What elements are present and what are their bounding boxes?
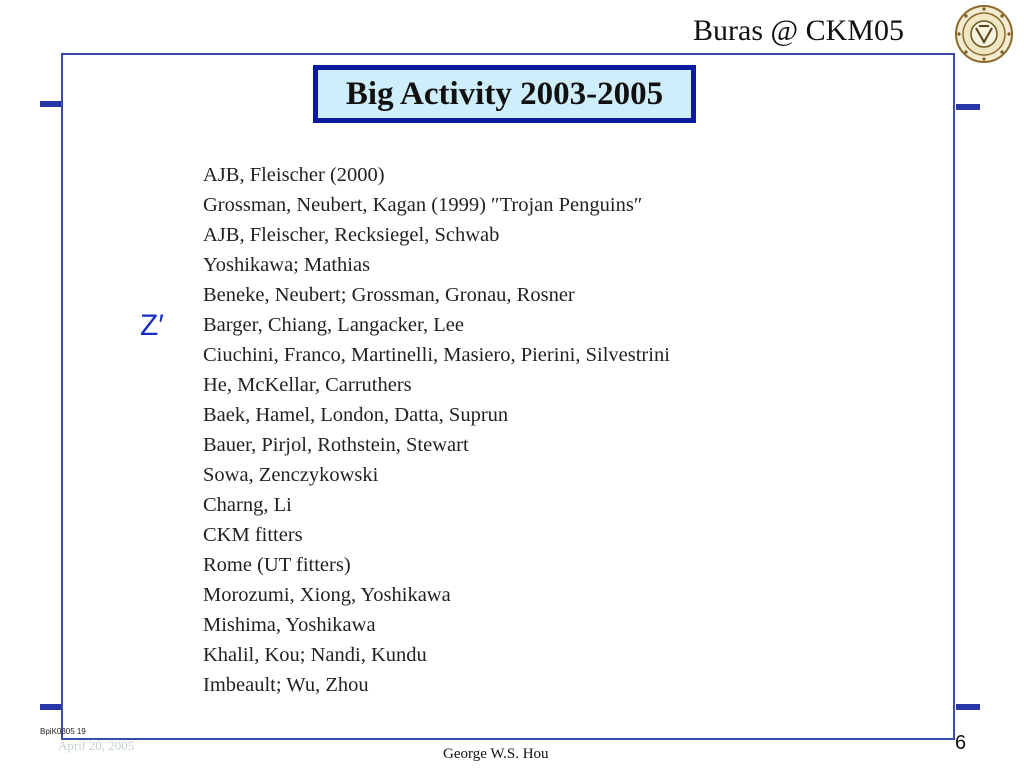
decor-bar-top-right <box>956 104 980 110</box>
reference-item: CKM fitters <box>203 524 303 546</box>
reference-item: Ciuchini, Franco, Martinelli, Masiero, Pierini, Silvestrini <box>203 344 670 366</box>
reference-item: Imbeault; Wu, Zhou <box>203 674 369 696</box>
decor-bar-bottom-left <box>40 704 62 710</box>
footer-slide-code: BpiK0305 19 <box>40 727 86 736</box>
reference-item: Baek, Hamel, London, Datta, Suprun <box>203 404 509 426</box>
reference-item: Mishima, Yoshikawa <box>203 614 376 636</box>
reference-item: Rome (UT fitters) <box>203 554 351 576</box>
decor-bar-bottom-right <box>956 704 980 710</box>
reference-item: AJB, Fleischer (2000) <box>203 164 385 186</box>
reference-list <box>203 160 670 700</box>
reference-item: Khalil, Kou; Nandi, Kundu <box>203 644 427 666</box>
presentation-header-title: Buras @ CKM05 <box>693 14 904 47</box>
reference-item: He, McKellar, Carruthers <box>203 374 412 396</box>
reference-item: Beneke, Neubert; Grossman, Gronau, Rosner <box>203 284 575 306</box>
z-prime-label: Z′ <box>140 309 164 342</box>
page-number: 6 <box>955 732 967 754</box>
footer-date: April 20, 2005 <box>58 738 135 753</box>
reference-item: AJB, Fleischer, Recksiegel, Schwab <box>203 224 500 246</box>
reference-item: Yoshikawa; Mathias <box>203 254 371 276</box>
slide-title-box <box>313 65 696 123</box>
footer-author: George W.S. Hou <box>443 746 549 762</box>
reference-item: Sowa, Zenczykowski <box>203 464 379 486</box>
reference-item: Barger, Chiang, Langacker, Lee <box>203 314 464 336</box>
reference-item: Grossman, Neubert, Kagan (1999) ″Trojan Penguins″ <box>203 194 643 216</box>
slide-title: Big Activity 2003-2005 <box>345 75 664 112</box>
decor-bar-top-left <box>40 101 62 107</box>
university-seal-icon <box>954 4 1014 64</box>
reference-item: Bauer, Pirjol, Rothstein, Stewart <box>203 434 469 456</box>
reference-item: Morozumi, Xiong, Yoshikawa <box>203 584 451 606</box>
reference-item: Charng, Li <box>203 494 292 516</box>
